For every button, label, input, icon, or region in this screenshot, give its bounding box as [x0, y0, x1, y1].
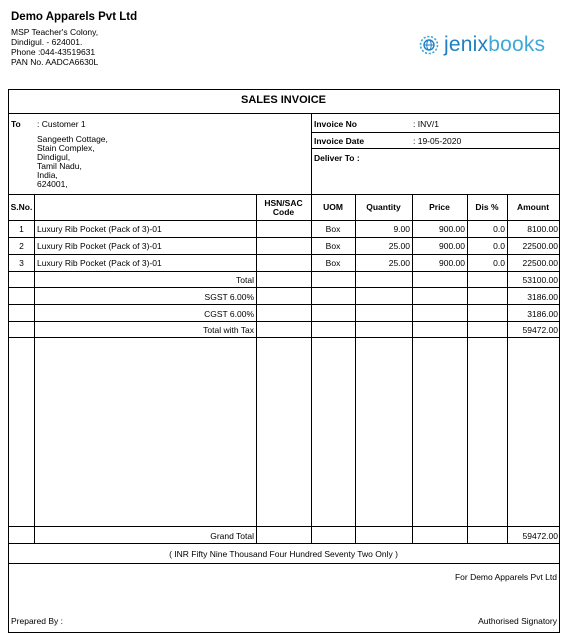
summary-total-with-tax-value: 59472.00 [522, 325, 558, 335]
border-line [311, 132, 559, 133]
row-quantity: 25.00 [388, 258, 410, 268]
company-name: Demo Apparels Pvt Ltd [11, 11, 138, 23]
border-line [311, 148, 559, 149]
row-description: Luxury Rib Pocket (Pack of 3)-01 [37, 258, 162, 268]
row-line [8, 237, 560, 238]
grand-total-value: 59472.00 [522, 531, 558, 541]
invoice-no-value: : INV/1 [413, 119, 439, 129]
border-line [8, 543, 560, 544]
col-header-sno: S.No. [10, 202, 33, 212]
customer-address-line: 624001, [37, 179, 68, 189]
row-uom: Box [325, 258, 341, 268]
grand-total-label: Grand Total [210, 531, 254, 541]
row-line [8, 254, 560, 255]
col-header-quantity: Quantity [366, 202, 401, 212]
deliver-to-label: Deliver To : [314, 153, 360, 163]
row-description: Luxury Rib Pocket (Pack of 3)-01 [37, 241, 162, 251]
row-sno: 1 [19, 224, 24, 234]
col-header-hsn: HSN/SAC [264, 198, 303, 208]
customer-name: : Customer 1 [37, 119, 86, 129]
company-address-line: Dindigul. - 624001. [11, 37, 83, 47]
invoice-title: SALES INVOICE [241, 94, 326, 106]
invoice-date-label: Invoice Date [314, 136, 365, 146]
row-description: Luxury Rib Pocket (Pack of 3)-01 [37, 224, 162, 234]
logo-text-books: books [488, 33, 546, 56]
row-discount: 0.0 [493, 241, 505, 251]
summary-total-value: 53100.00 [522, 275, 558, 285]
row-line [8, 304, 560, 305]
row-line [8, 271, 560, 272]
customer-address-line: India, [37, 170, 58, 180]
row-price: 900.00 [439, 258, 465, 268]
customer-address-line: Stain Complex, [37, 143, 95, 153]
col-header-discount: Dis % [475, 202, 499, 212]
col-header-amount: Amount [516, 202, 550, 212]
row-line [8, 321, 560, 322]
customer-address-line: Sangeeth Cottage, [37, 134, 108, 144]
gear-globe-icon [417, 33, 441, 57]
invoice-no-label: Invoice No [314, 119, 357, 129]
customer-address-line: Dindigul, [37, 152, 71, 162]
border-line [8, 220, 560, 221]
border-line [8, 89, 560, 90]
summary-total-label: Total [236, 275, 254, 285]
row-line [8, 337, 560, 338]
border-line [8, 563, 560, 564]
company-pan: PAN No. AADCA6630L [11, 57, 99, 67]
amount-in-words: ( INR Fifty Nine Thousand Four Hundred Seventy Two Only ) [169, 549, 398, 559]
company-phone: Phone :044-43519631 [11, 47, 96, 57]
col-header-uom: UOM [323, 202, 343, 212]
row-amount: 8100.00 [527, 224, 558, 234]
col-header-price: Price [429, 202, 450, 212]
row-line [8, 287, 560, 288]
border-line [311, 113, 312, 194]
row-line [8, 526, 560, 527]
border-line [559, 89, 560, 633]
row-discount: 0.0 [493, 258, 505, 268]
column-line [256, 194, 257, 543]
logo-text-jenix: jenix [444, 33, 489, 56]
summary-cgst-value: 3186.00 [527, 309, 558, 319]
authorised-signatory-label: Authorised Signatory [478, 616, 557, 626]
invoice-date-value: : 19-05-2020 [413, 136, 462, 146]
row-uom: Box [325, 241, 341, 251]
row-price: 900.00 [439, 241, 465, 251]
row-quantity: 25.00 [388, 241, 410, 251]
row-amount: 22500.00 [522, 258, 558, 268]
to-label: To [11, 119, 21, 129]
row-quantity: 9.00 [393, 224, 410, 234]
jenixbooks-logo [417, 30, 545, 60]
customer-address-line: Tamil Nadu, [37, 161, 82, 171]
row-sno: 3 [19, 258, 24, 268]
border-line [8, 194, 560, 195]
row-sno: 2 [19, 241, 24, 251]
row-uom: Box [325, 224, 341, 234]
company-address-line: MSP Teacher's Colony, [11, 27, 99, 37]
summary-sgst-label: SGST 6.00% [204, 292, 254, 302]
row-price: 900.00 [439, 224, 465, 234]
column-line [34, 194, 35, 543]
row-discount: 0.0 [493, 224, 505, 234]
prepared-by-label: Prepared By : [11, 616, 63, 626]
summary-sgst-value: 3186.00 [527, 292, 558, 302]
col-header-hsn-code: Code [272, 207, 295, 217]
summary-cgst-label: CGST 6.00% [204, 309, 254, 319]
border-line [8, 632, 560, 633]
summary-total-with-tax-label: Total with Tax [203, 325, 254, 335]
border-line [8, 113, 560, 114]
row-amount: 22500.00 [522, 241, 558, 251]
for-company-text: For Demo Apparels Pvt Ltd [454, 572, 557, 582]
